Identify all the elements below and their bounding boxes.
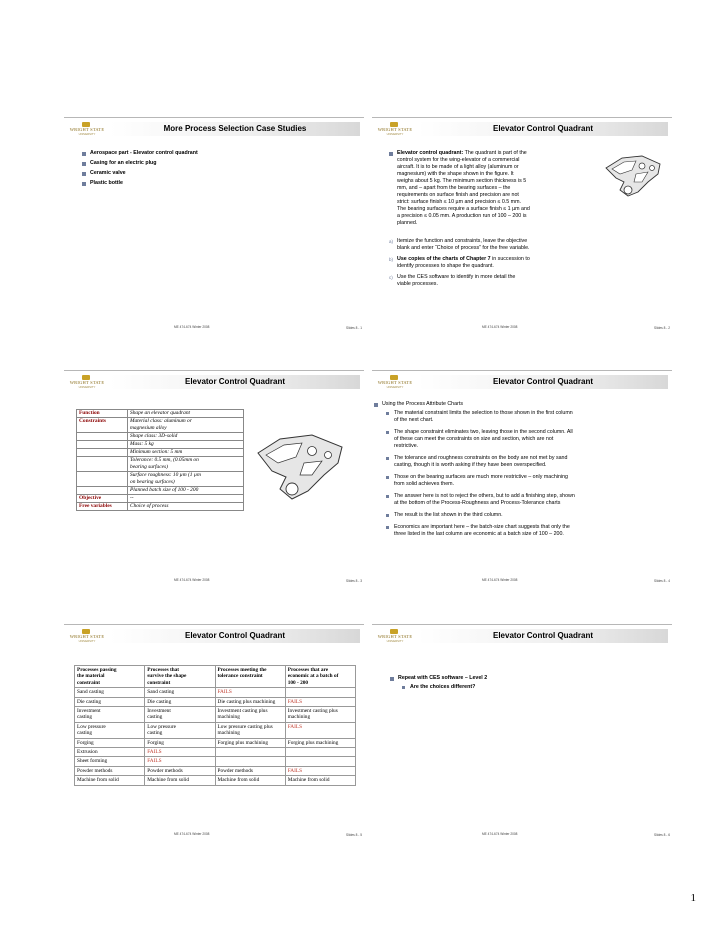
slide-title: Elevator Control Quadrant <box>184 377 285 386</box>
bullet-item: Casing for an electric plug <box>90 160 210 167</box>
row-label <box>77 457 128 472</box>
table-cell: Forging plus machining <box>285 738 355 747</box>
column-header: Processes meeting the tolerance constraint <box>215 666 285 688</box>
slide-header <box>372 371 672 393</box>
university-logo: WRIGHT STATE UNIVERSITY <box>66 629 106 645</box>
slide-4 <box>372 370 672 585</box>
task-b: b) Use copies of the charts of Chapter 7 in succession to identify processes to shape the quadrant. <box>389 256 530 269</box>
footer-slide-number: Slides 8 - 6 <box>654 833 670 837</box>
footer-slide-number: Slides 8 - 3 <box>346 579 362 583</box>
row-value: Mass: 5 kg <box>128 441 244 449</box>
university-logo: WRIGHT STATE UNIVERSITY <box>374 375 414 391</box>
slide-2 <box>372 117 672 332</box>
table-cell: Investment casting <box>75 707 145 723</box>
table-cell: Machine from solid <box>215 776 285 785</box>
table-row <box>75 748 356 757</box>
bullet-choices-different: Are the choices different? <box>410 684 660 691</box>
table-cell: Die casting <box>75 697 145 706</box>
table-row <box>75 766 356 775</box>
footer-slide-number: Slides 8 - 1 <box>346 326 362 330</box>
footer-course: ME 474-674 Winter 2008 <box>174 578 210 582</box>
table-cell: Investment casting plus machining <box>215 707 285 723</box>
table-row <box>77 441 244 449</box>
footer-slide-number: Slides 8 - 5 <box>346 833 362 837</box>
table-row <box>75 757 356 766</box>
table-cell: Die casting <box>145 697 215 706</box>
footer-course: ME 474-674 Winter 2008 <box>482 325 518 329</box>
slide-title: Elevator Control Quadrant <box>184 631 285 640</box>
table-cell: Powder methods <box>215 766 285 775</box>
bullet-item: Ceramic valve <box>90 170 210 177</box>
task-a: a) Itemize the function and constraints, leave the objective blank and enter “Choice of process” for the free variable. <box>389 238 530 251</box>
university-logo: WRIGHT STATE UNIVERSITY <box>374 629 414 645</box>
slide-5 <box>64 624 364 839</box>
table-cell: Machine from solid <box>285 776 355 785</box>
row-label <box>77 449 128 457</box>
page-number: 1 <box>690 892 696 904</box>
row-label <box>77 487 128 495</box>
quadrant-part-illustration <box>252 431 348 503</box>
sub-bullet: The material constraint limits the selection to those shown in the first column of the next chart. <box>394 410 666 424</box>
row-value: Material class: aluminum or magnesium alloy <box>128 418 244 433</box>
table-cell: Forging plus machining <box>215 738 285 747</box>
table-cell: Sand casting <box>145 688 215 697</box>
function-constraints-table <box>76 409 244 511</box>
table-row <box>77 503 244 511</box>
table-row <box>75 722 356 738</box>
table-cell: FAILS <box>285 697 355 706</box>
bullet-item: Aerospace part - Elevator control quadrant <box>90 150 210 157</box>
column-header: Processes that are economic at a batch of 100 - 200 <box>285 666 355 688</box>
slide-header <box>64 371 364 393</box>
sub-bullet: The result is the list shown in the third column. <box>394 512 666 519</box>
bullet-item: Plastic bottle <box>90 180 210 187</box>
slide-title: More Process Selection Case Studies <box>163 124 307 133</box>
slide-title: Elevator Control Quadrant <box>492 124 593 133</box>
row-value: Planned batch size of 100 - 200 <box>128 487 244 495</box>
table-cell: FAILS <box>285 766 355 775</box>
sub-bullet: The shape constraint eliminates two, leaving those in the second column. All of these can meet the constraints on size and section, which are not restrictive. <box>394 429 666 450</box>
table-cell: Machine from solid <box>75 776 145 785</box>
footer-course: ME 474-674 Winter 2008 <box>482 578 518 582</box>
table-row <box>75 738 356 747</box>
footer-slide-number: Slides 8 - 4 <box>654 579 670 583</box>
table-cell: Investment casting plus machining <box>285 707 355 723</box>
table-row <box>75 697 356 706</box>
table-row <box>75 688 356 697</box>
row-value: Shape class: 3D-solid <box>128 433 244 441</box>
table-cell <box>285 688 355 697</box>
column-header: Processes passing the material constraint <box>75 666 145 688</box>
footer-course: ME 474-674 Winter 2008 <box>174 325 210 329</box>
slide-header <box>64 625 364 647</box>
row-value: Surface roughness: 10 µm (1 µm on bearing surfaces) <box>128 472 244 487</box>
table-cell <box>215 757 285 766</box>
process-selection-table <box>74 665 356 786</box>
table-cell: Powder methods <box>75 766 145 775</box>
table-cell: Extrusion <box>75 748 145 757</box>
bullet-repeat-ces: Repeat with CES software – Level 2 <box>398 675 658 682</box>
university-logo: WRIGHT STATE UNIVERSITY <box>66 375 106 391</box>
footer-course: ME 474-674 Winter 2008 <box>482 832 518 836</box>
table-cell <box>285 748 355 757</box>
quadrant-description: Elevator control quadrant: The quadrant is part of the control system for the wing-elevator of a commercial aircraft. It is to be made of a light alloy (aluminum or magnesium) with the shape shown in the figure. It weighs about 5 kg. The minimum section thickness is 5 mm, and – apart from the bearing surfaces – the requirements on surface finish and precision are not strict: surface finish ≤ 10 µm and precision ≤ 0.5 mm. The bearing surfaces require a surface finish ≤ 1 µm and a precision ≤ 0.05 mm. A production run of 100 – 200 is planned. <box>397 150 597 227</box>
sub-bullet: The answer here is not to reject the others, but to add a finishing step, shown at the bottom of the Process-Roughness and Process-Tolerance charts <box>394 493 666 507</box>
row-label <box>77 433 128 441</box>
sub-bullet: Economics are important here – the batch-size chart suggests that only the three listed in the last column are economic at a batch size of 100 – 200. <box>394 524 666 538</box>
row-value: Tolerance: 0.5 mm, (0.05mm on bearing surfaces) <box>128 457 244 472</box>
table-cell: Sheet forming <box>75 757 145 766</box>
table-cell: Investment casting <box>145 707 215 723</box>
row-value: -- <box>128 495 244 503</box>
table-cell: FAILS <box>285 722 355 738</box>
row-label <box>77 441 128 449</box>
row-label: Free variables <box>77 503 128 511</box>
slide-header <box>372 118 672 140</box>
footer-course: ME 474-674 Winter 2008 <box>174 832 210 836</box>
table-row <box>75 776 356 785</box>
university-logo: WRIGHT STATE UNIVERSITY <box>66 122 106 138</box>
quadrant-part-illustration <box>602 152 664 200</box>
table-cell: FAILS <box>145 748 215 757</box>
table-cell <box>215 748 285 757</box>
row-label: Constraints <box>77 418 128 433</box>
column-header: Processes that survive the shape constraint <box>145 666 215 688</box>
sub-bullet: Those on the bearing surfaces are much more restrictive – only machining from solid achieves them. <box>394 474 666 488</box>
row-label <box>77 472 128 487</box>
table-cell: Powder methods <box>145 766 215 775</box>
table-cell: Low pressure casting <box>145 722 215 738</box>
row-label: Objective <box>77 495 128 503</box>
slide-header <box>372 625 672 647</box>
footer-slide-number: Slides 8 - 2 <box>654 326 670 330</box>
table-row <box>77 457 244 472</box>
bullet-process-attribute-charts: Using the Process Attribute Charts <box>382 401 662 408</box>
table-cell: FAILS <box>215 688 285 697</box>
table-row <box>77 433 244 441</box>
row-value: Shape an elevator quadrant <box>128 410 244 418</box>
table-row <box>77 472 244 487</box>
slide-header <box>64 118 364 140</box>
row-value: Choice of process <box>128 503 244 511</box>
sub-bullet: The tolerance and roughness constraints on the body are not met by sand casting, though it is worth asking if they have been overspecified. <box>394 455 666 469</box>
table-row <box>77 449 244 457</box>
table-cell: Forging <box>75 738 145 747</box>
table-cell <box>285 757 355 766</box>
table-cell: Sand casting <box>75 688 145 697</box>
slide-1 <box>64 117 364 332</box>
table-cell: Low pressure casting <box>75 722 145 738</box>
slide-3 <box>64 370 364 585</box>
table-cell: FAILS <box>145 757 215 766</box>
table-cell: Machine from solid <box>145 776 215 785</box>
table-row <box>77 410 244 418</box>
task-c: c) Use the CES software to identify in more detail the viable processes. <box>389 274 516 287</box>
slide-6 <box>372 624 672 839</box>
slide-title: Elevator Control Quadrant <box>492 631 593 640</box>
table-row <box>75 707 356 723</box>
row-value: Minimum section: 5 mm <box>128 449 244 457</box>
slide-title: Elevator Control Quadrant <box>492 377 593 386</box>
university-logo: WRIGHT STATE UNIVERSITY <box>374 122 414 138</box>
table-cell: Low pressure casting plus machining <box>215 722 285 738</box>
table-row <box>77 487 244 495</box>
table-row <box>77 418 244 433</box>
table-row <box>77 495 244 503</box>
table-cell: Die casting plus machining <box>215 697 285 706</box>
row-label: Function <box>77 410 128 418</box>
table-cell: Forging <box>145 738 215 747</box>
